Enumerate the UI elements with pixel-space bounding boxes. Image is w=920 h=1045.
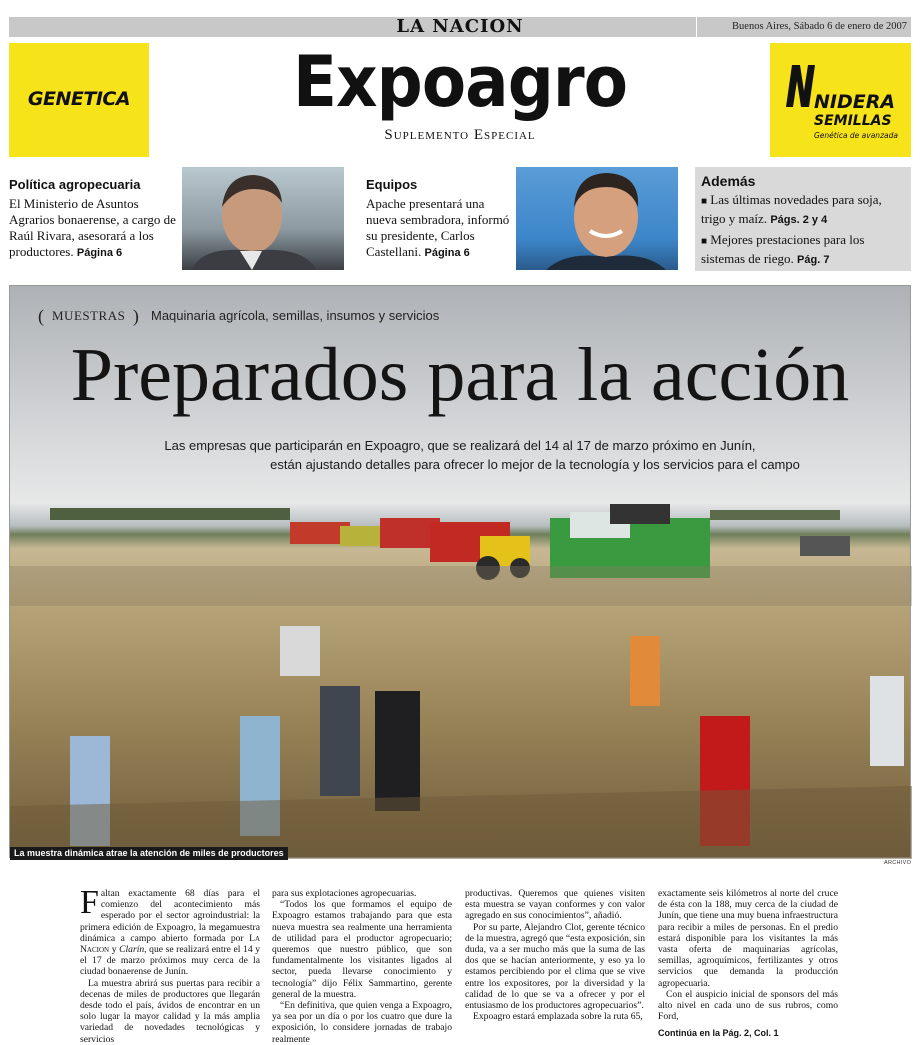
nidera-tagline: Genética de avanzada	[814, 131, 898, 140]
paragraph-text: y	[109, 944, 120, 956]
teaser-body-text: Apache presentará una nueva sembradora, informó su presidente, Carlos Castellani.	[366, 196, 510, 259]
drop-cap: F	[80, 884, 99, 921]
genetica-logo-text: GENETICA	[27, 88, 131, 110]
paper-name: LA NACION	[396, 16, 524, 37]
teaser-page-ref[interactable]: Página 6	[76, 247, 123, 259]
story-kicker	[38, 306, 439, 327]
ademas-item-text: Las últimas novedades para soja, trigo y maíz.	[701, 192, 882, 226]
square-bullet-icon: ■	[701, 196, 708, 207]
paragraph-text: , que se realizará entre el 14 y el 17 de marzo próximos muy cerca de la ciudad bonaerense de Junín.	[80, 944, 261, 978]
portrait-castellani	[516, 167, 678, 270]
kicker-text: Maquinaria agrícola, semillas, insumos y servicios	[150, 308, 440, 323]
article-paragraph: Expoagro estará emplazada sobre la ruta 65,	[473, 1011, 643, 1023]
portrait-rivara-illustration	[182, 167, 344, 270]
article-body	[80, 884, 845, 1045]
headline: Preparados para la acción	[70, 333, 850, 417]
nidera-n-icon	[780, 61, 816, 109]
teaser-body-text: El Ministerio de Asuntos Agrarios bonaerense, a cargo de Raúl Rivara, asesorará a los productores.	[9, 196, 176, 259]
paper-name-inline: La Nacion	[80, 932, 260, 956]
kicker-tag-text: MUESTRAS	[52, 308, 126, 323]
ademas-item[interactable]	[701, 191, 905, 229]
ademas-item-text: Mejores prestaciones para los sistemas de riego.	[701, 232, 865, 266]
deck	[10, 436, 910, 474]
ad-nidera[interactable]	[770, 43, 911, 157]
ademas-page-ref[interactable]: Pág. 7	[797, 254, 830, 266]
teaser-strip	[9, 167, 911, 271]
ademas-item[interactable]	[701, 231, 905, 269]
section-title: Expoagro	[292, 41, 628, 123]
teaser-title: Equipos	[366, 177, 418, 192]
dateline: Buenos Aires, Sábado 6 de enero de 2007	[696, 17, 911, 37]
clarin-inline: Clarín	[119, 944, 145, 956]
main-photo	[9, 285, 911, 858]
article-column-3	[465, 888, 645, 1022]
nidera-logo-text: NIDERA	[814, 91, 896, 113]
ademas-title: Además	[701, 173, 756, 189]
article-column-4	[658, 888, 838, 1040]
deck-line: Las empresas que participarán en Expoagro, que se realizará del 14 al 17 de marzo próximo en Junín,	[164, 438, 756, 453]
section-subtitle: Suplemento Especial	[384, 127, 536, 143]
article-column-2	[272, 888, 452, 1045]
square-bullet-icon: ■	[701, 236, 708, 247]
article-paragraph	[80, 884, 261, 978]
article-paragraph: Con el auspicio inicial de sponsors del más alto nivel en cada uno de sus rubros, como Ford,	[658, 988, 838, 1023]
article-paragraph: “En definitiva, que quien venga a Expoagro, ya sea por un día o por los cuatro que dure la exposición, lo considere jornadas de trabajo realmente	[272, 1000, 452, 1045]
teaser-body	[9, 196, 177, 261]
masthead-bar	[9, 17, 911, 37]
teaser-title: Política agropecuaria	[9, 177, 141, 192]
article-paragraph: “Todos los que formamos el equipo de Expoagro estamos trabajando para que esta nueva muestra sea realmente una herramienta de utilidad para el productor agropecuario; queremos que nuestro público, que son fundamentalmente los visitantes ligados al sector, pueda llevarse conocimiento y tecnología” dijo Félix Sammartino, gerente general de la muestra.	[272, 899, 452, 1000]
ademas-page-ref[interactable]: Págs. 2 y 4	[770, 214, 828, 226]
nidera-sub-text: SEMILLAS	[814, 113, 892, 129]
photo-credit: ARCHIVO	[884, 860, 912, 866]
deck-line: están ajustando detalles para ofrecer lo mejor de la tecnología y los servicios para el campo	[270, 457, 800, 472]
photo-caption: La muestra dinámica atrae la atención de miles de productores	[10, 847, 288, 860]
teaser-equipos[interactable]	[366, 177, 516, 261]
article-column-1	[80, 884, 261, 1045]
ademas-box	[695, 167, 911, 271]
article-paragraph: exactamente seis kilómetros al norte del cruce de ésta con la 188, muy cerca de la ciudad de Junín, que tiene una muy buena infraestructura para recibir a miles de personas. En el predio estará disponible para los visitantes la más vasta oferta de maquinarias agrícolas, semillas, agroquímicos, fertilizantes y otros servicios que demanda la producción agropecuaria.	[658, 888, 838, 989]
teaser-page-ref[interactable]: Página 6	[424, 247, 470, 259]
paragraph-text: altan exactamente 68 días para el comienzo del acontecimiento más esperado por el sector agroindustrial: la primera edición de Expoagro, la megamuestra dinámica a campo abierto formada por	[80, 888, 260, 944]
portrait-rivara	[182, 167, 344, 270]
article-paragraph: productivas. Queremos que quienes visiten esta muestra se vayan conformes y con valor agregado en sus conocimientos”, añadió.	[465, 888, 645, 922]
kicker-tag: ( MUESTRAS )	[38, 306, 140, 326]
article-paragraph: para sus explotaciones agropecuarias.	[272, 888, 417, 899]
teaser-politica[interactable]	[9, 177, 177, 261]
continued-link[interactable]: Continúa en la Pág. 2, Col. 1	[658, 1028, 779, 1039]
ad-genetica[interactable]	[9, 43, 149, 157]
portrait-castellani-illustration	[516, 167, 678, 270]
article-paragraph: La muestra abrirá sus puertas para recibir a decenas de miles de productores que llegarán desde todo el país, ávidos de encontrar en un solo lugar la mayor calidad y la más amplia variedad de novedades tecnológicas y servicios	[80, 977, 260, 1045]
article-paragraph: Por su parte, Alejandro Clot, gerente técnico de la muestra, agregó que “esta exposición, sin duda, va a ser mucho más que la suma de las dos que se hacían anteriormente, y eso ya lo estamos percibiendo por el clima que se vive entre los expositores, por la diversidad y la calidad de lo que se va a ofrecer y por el entusiasmo de los productores agropecuarios”.	[465, 921, 645, 1012]
teaser-body	[366, 196, 516, 261]
